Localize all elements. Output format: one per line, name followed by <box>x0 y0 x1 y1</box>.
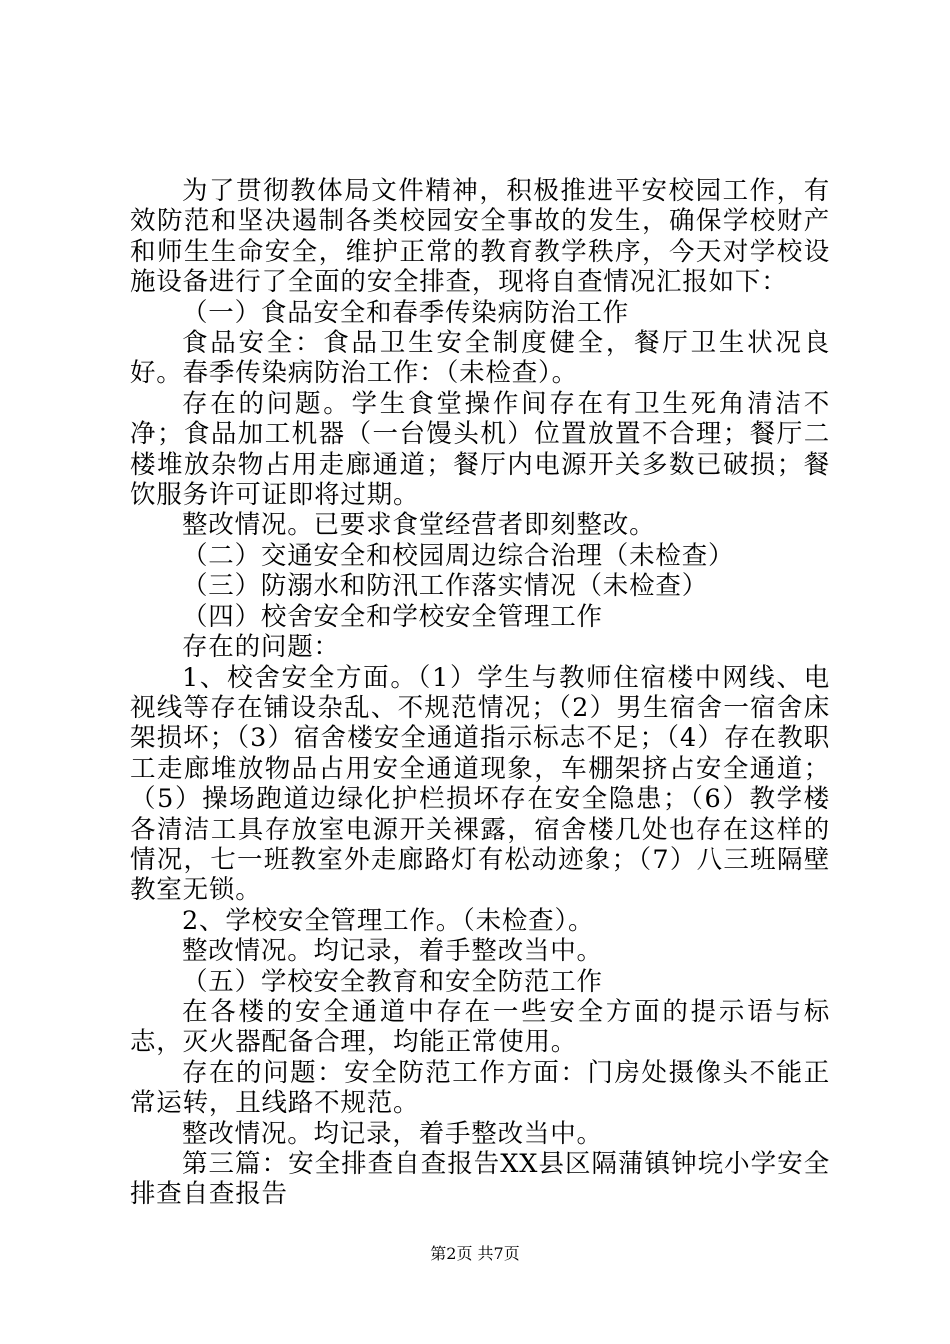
paragraph-issues-label: 存在的问题： <box>182 632 340 663</box>
section-heading-building-safety: （四）校舍安全和学校安全管理工作 <box>182 601 603 632</box>
section-heading-food-safety: （一）食品安全和春季传染病防治工作 <box>182 297 630 328</box>
section-heading-safety-education: （五）学校安全教育和安全防范工作 <box>182 966 603 997</box>
paragraph-building-rectification: 整改情况。均记录，着手整改当中。 <box>182 936 603 967</box>
paragraph-food-issues: 存在的问题。学生食堂操作间存在有卫生死角清洁不净；食品加工机器（一台馒头机）位置放置不合理；餐厅二楼堆放杂物占用走廊通道；餐厅内电源开关多数已破损；餐饮服务许可证即将过期。 <box>130 388 830 511</box>
paragraph-safety-rectification: 整改情况。均记录，着手整改当中。 <box>182 1118 603 1149</box>
paragraph-next-article-title: 第三篇：安全排查自查报告XX县区隔蒲镇钟垸小学安全排查自查报告 <box>130 1149 830 1210</box>
section-heading-traffic-safety: （二）交通安全和校园周边综合治理（未检查） <box>182 540 735 571</box>
page-number-footer: 第2页 共7页 <box>430 1244 520 1263</box>
paragraph-intro: 为了贯彻教体局文件精神，积极推进平安校园工作，有效防范和坚决遏制各类校园安全事故的发生，确保学校财产和师生生命安全，维护正常的教育教学秩序，今天对学校设施设备进行了全面的安全排查，现将自查情况汇报如下： <box>130 176 830 298</box>
paragraph-management: 2、学校安全管理工作。（未检查）。 <box>182 905 595 936</box>
document-body <box>130 176 830 1210</box>
paragraph-food-rectification: 整改情况。已要求食堂经营者即刻整改。 <box>182 510 656 541</box>
paragraph-safety-signs: 在各楼的安全通道中存在一些安全方面的提示语与标志，灭火器配备合理，均能正常使用。 <box>130 996 830 1058</box>
paragraph-food-safety: 食品安全：食品卫生安全制度健全，餐厅卫生状况良好。春季传染病防治工作：（未检查）。 <box>130 328 830 389</box>
paragraph-building-issues: 1、校舍安全方面。（1）学生与教师住宿楼中网线、电视线等存在铺设杂乱、不规范情况；（2）男生宿舍一宿舍床架损坏；（3）宿舍楼安全通道指示标志不足；（4）存在教职工走廊堆放物品占用安全通道现象，车棚架挤占安全通道；（5）操场跑道边绿化护栏损坏存在安全隐患；（6）教学楼各清洁工具存放室电源开关裸露，宿舍楼几处也存在这样的情况，七一班教室外走廊路灯有松动迹象；（7）八三班隔壁教室无锁。 <box>130 662 830 906</box>
paragraph-safety-issues: 存在的问题：安全防范工作方面：门房处摄像头不能正常运转，且线路不规范。 <box>130 1057 830 1119</box>
section-heading-drowning-flood: （三）防溺水和防汛工作落实情况（未检查） <box>182 571 709 602</box>
